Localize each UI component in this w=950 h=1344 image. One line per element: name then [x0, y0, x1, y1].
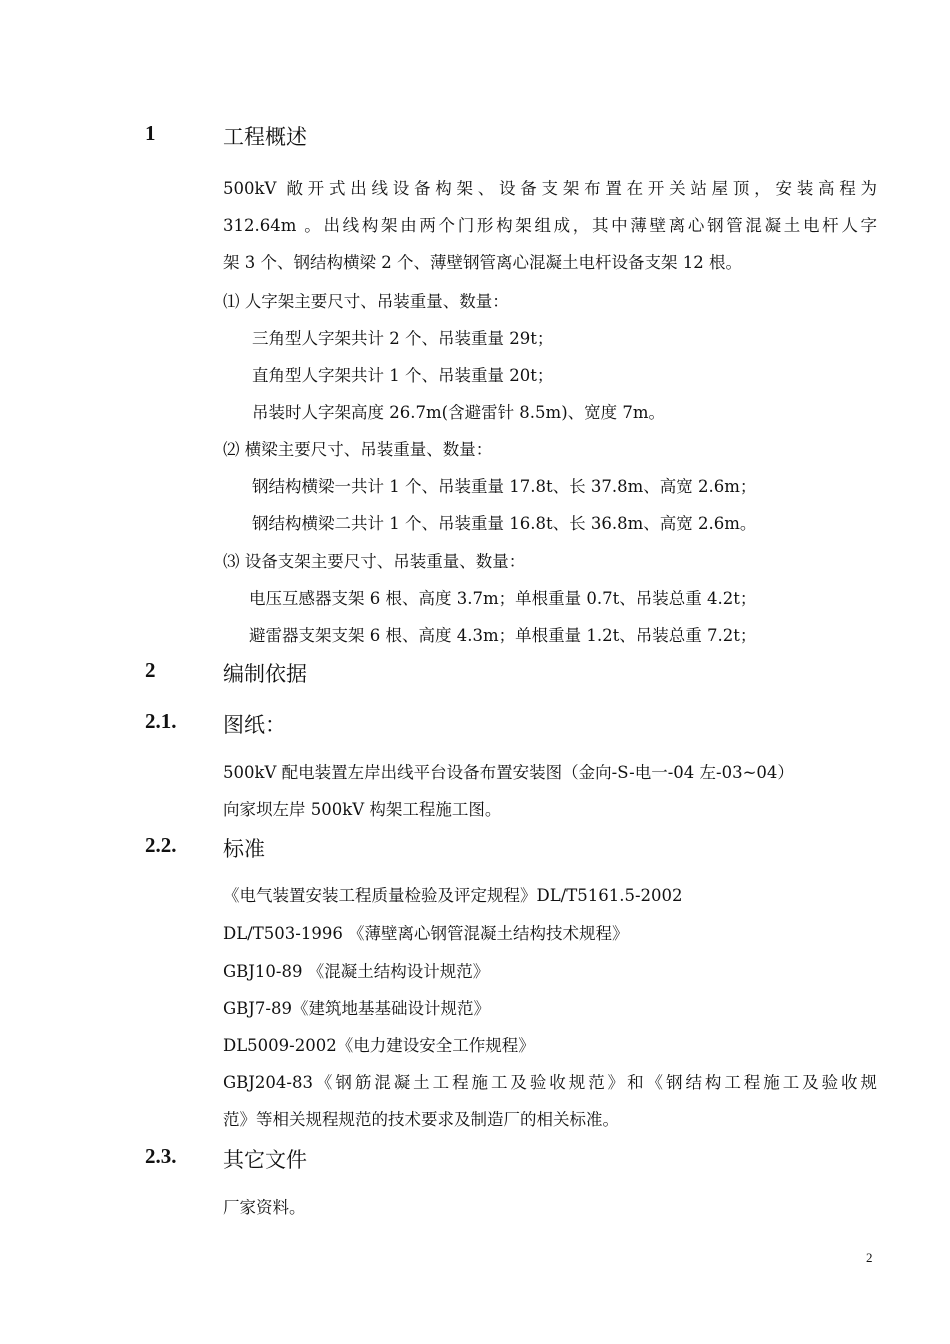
list-item-heading: ⑶ 设备支架主要尺寸、吊装重量、数量： [223, 552, 526, 571]
list-item-line: 三角型人字架共计 2 个、吊装重量 29t； [252, 329, 554, 348]
standard-line: GBJ204-83《钢筋混凝土工程施工及验收规范》和《钢结构工程施工及验收规 [223, 1073, 877, 1092]
subsection-number: 2.2. [145, 833, 177, 857]
subsection-number: 2.3. [145, 1144, 177, 1168]
list-item-heading: ⑵ 横梁主要尺寸、吊装重量、数量： [223, 440, 493, 459]
list-item-heading: ⑴ 人字架主要尺寸、吊装重量、数量： [223, 292, 509, 311]
list-item-line: 避雷器支架支架 6 根、高度 4.3m；单根重量 1.2t、吊装总重 7.2t； [249, 626, 757, 645]
subsection-number: 2.1. [145, 709, 177, 733]
list-item-line: 吊装时人字架高度 26.7m(含避雷针 8.5m)、宽度 7m。 [252, 403, 666, 422]
standard-line: GBJ7-89《建筑地基基础设计规范》 [223, 999, 490, 1018]
section-number: 1 [145, 121, 156, 145]
list-item-line: 电压互感器支架 6 根、高度 3.7m；单根重量 0.7t、吊装总重 4.2t； [249, 589, 757, 608]
paragraph-line: 312.64m 。出线构架由两个门形构架组成，其中薄壁离心钢管混凝土电杆人字 [223, 216, 877, 235]
page-number: 2 [866, 1250, 873, 1265]
subsection-title: 图纸： [223, 713, 286, 737]
paragraph-line: 500kV 敞开式出线设备构架、设备支架布置在开关站屋顶，安装高程为 [223, 179, 877, 198]
section-title: 工程概述 [223, 125, 307, 149]
standard-line: 范》等相关规程规范的技术要求及制造厂的相关标准。 [223, 1110, 619, 1129]
standard-line: DL5009-2002《电力建设安全工作规程》 [223, 1036, 535, 1055]
section-title: 编制依据 [223, 662, 307, 686]
standard-line: GBJ10-89 《混凝土结构设计规范》 [223, 962, 490, 981]
paragraph-line: 架 3 个、钢结构横梁 2 个、薄壁钢管离心混凝土电杆设备支架 12 根。 [223, 253, 742, 272]
list-item-line: 钢结构横梁二共计 1 个、吊装重量 16.8t、长 36.8m、高宽 2.6m。 [252, 514, 757, 533]
subsection-title: 标准 [223, 837, 265, 861]
reference-line: 500kV 配电装置左岸出线平台设备布置安装图（金向-S-电一-04 左-03~04） [223, 763, 794, 782]
list-item-line: 钢结构横梁一共计 1 个、吊装重量 17.8t、长 37.8m、高宽 2.6m； [252, 477, 757, 496]
subsection-title: 其它文件 [223, 1148, 307, 1172]
list-item-line: 直角型人字架共计 1 个、吊装重量 20t； [252, 366, 554, 385]
reference-line: 向家坝左岸 500kV 构架工程施工图。 [223, 800, 502, 819]
standard-line: DL/T503-1996 《薄壁离心钢管混凝土结构技术规程》 [223, 924, 629, 943]
other-doc-line: 厂家资料。 [223, 1198, 306, 1217]
section-number: 2 [145, 658, 156, 682]
standard-line: 《电气装置安装工程质量检验及评定规程》DL/T5161.5-2002 [223, 886, 683, 905]
